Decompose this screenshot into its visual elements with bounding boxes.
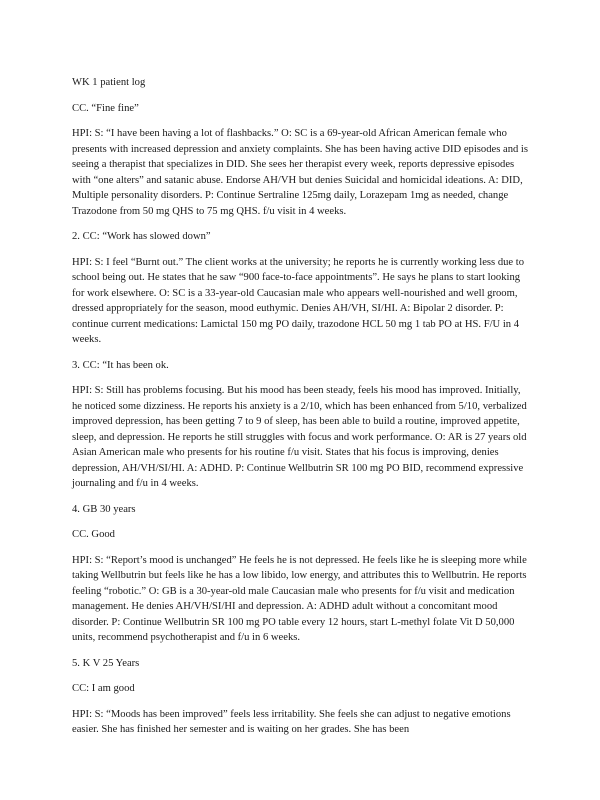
entry-5-patient: 5. K V 25 Years xyxy=(72,657,140,669)
entry-3-chief-complaint: 3. CC: “It has been ok. xyxy=(72,359,169,371)
entry-4-hpi: HPI: S: “Report’s mood is unchanged” He feels he is not depressed. He feels like he is sleeping more while taking Wellbutrin but feels like he has a low libido, low energy, and attributes this to Wellbutrin. He reports feeling “robotic.” O: GB is a 30-year-old male Caucasian male who presents for f/u visit and medication management. He denies AH/VH/SI/HI and depression. A: ADHD adult without a concomitant mood disorder. P: Continue Wellbutrin SR 100 mg PO table every 12 hours, start L-methyl folate Vit D 50,000 units, recommend psychotherapist and f/u in 6 weeks. xyxy=(72,554,527,643)
entry-4-chief-complaint: CC. Good xyxy=(72,529,115,540)
entry-3-hpi: HPI: S: Still has problems focusing. But his mood has been steady, feels his mood has improved. Initially, he noticed some dizziness. He reports his anxiety is a 2/10, which has been enhanced from 5/10, verbalized improved depression, has been getting 7 to 9 of sleep, has been able to build a routine, improved appetite, sleep, and depression. He reports he still struggles with focus and work performance. O: AR is 27 years old Asian American male who presents for his routine f/u visit. States that his focus is improving, denies depression, AH/VH/SI/HI. A: ADHD. P: Continue Wellbutrin SR 100 mg PO BID, recommend expressive journaling and f/u in 4 weeks. xyxy=(72,385,527,489)
entry-2-hpi: HPI: S: I feel “Burnt out.” The client works at the university; he reports he is currently working less due to school being out. He states that he saw “900 face-to-face appointments”. He says he plans to start looking for work elsewhere. O: SC is a 33-year-old Caucasian male who appears well-nourished and well groom, dressed appropriately for the season, mood euthymic. Denies AH/VH, SI/HI. A: Bipolar 2 disorder. P: continue current medications: Lamictal 150 mg PO daily, trazodone HCL 50 mg 1 tab PO at HS. F/U in 4 weeks. xyxy=(72,256,524,345)
entry-5-hpi: HPI: S: “Moods has been improved” feels less irritability. She feels she can adjust to negative emotions easier. She has finished her semester and is waiting on her grades. She has been xyxy=(72,708,511,735)
entry-4-patient: 4. GB 30 years xyxy=(72,503,136,515)
entry-5-chief-complaint: CC: I am good xyxy=(72,683,135,694)
document-page xyxy=(72,75,532,748)
log-title: WK 1 patient log xyxy=(72,77,146,88)
entry-1-hpi: HPI: S: “I have been having a lot of flashbacks.” O: SC is a 69-year-old African American female who presents with increased depression and anxiety complaints. She has been having active DID episodes and is seeing a therapist that specializes in DID. She sees her therapist every week, reports depressive episodes with “one alters” and satanic abuse. Endorse AH/VH but denies Suicidal and homicidal ideations. A: DID, Multiple personality disorders. P: Continue Sertraline 125mg daily, Lorazepam 1mg as needed, change Trazodone from 50 mg QHS to 75 mg QHS. f/u visit in 4 weeks. xyxy=(72,128,528,217)
entry-1-chief-complaint: CC. “Fine fine” xyxy=(72,102,139,114)
entry-2-chief-complaint: 2. CC: “Work has slowed down” xyxy=(72,231,211,242)
